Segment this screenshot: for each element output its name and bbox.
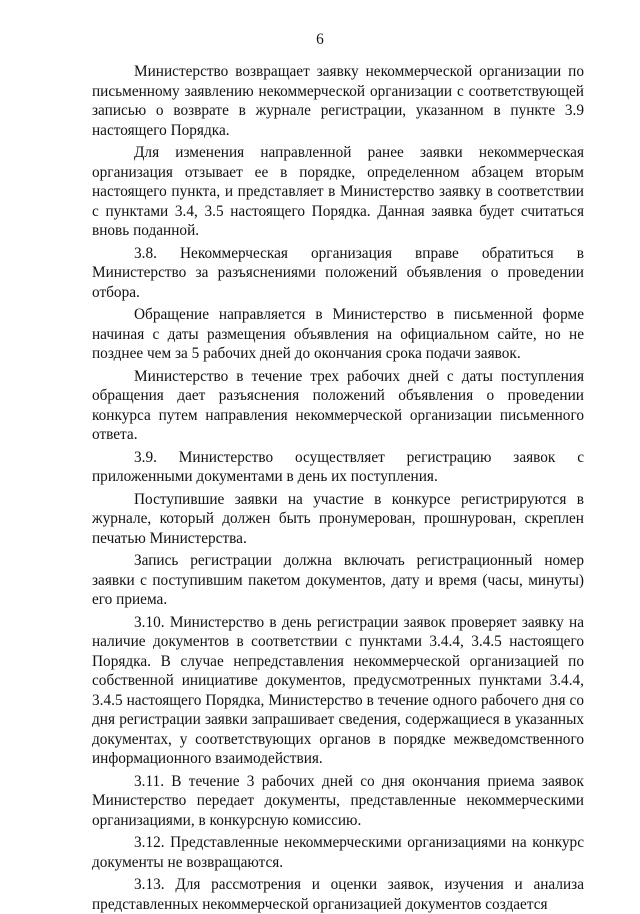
paragraph: Обращение направляется в Министерство в письменной форме начиная с даты размещения объявления на официальном сайте, но не позднее чем за 5 рабочих дней до окончания срока подачи заявок. xyxy=(92,306,584,362)
paragraph: 3.13. Для рассмотрения и оценки заявок, изучения и анализа представленных некоммерческой организацией документов создается xyxy=(92,876,584,913)
paragraph: 3.9. Министерство осуществляет регистрацию заявок с приложенными документами в день их поступления. xyxy=(92,448,584,485)
paragraph: 3.12. Представленные некоммерческими организациями на конкурс документы не возвращаются. xyxy=(92,834,584,871)
paragraph: Поступившие заявки на участие в конкурсе регистрируются в журнале, который должен быть пронумерован, прошнурован, скреплен печатью Министерства. xyxy=(92,490,584,547)
paragraph: Запись регистрации должна включать регистрационный номер заявки с поступившим пакетом документов, дату и время (часы, минуты) его приема. xyxy=(92,552,584,608)
paragraph: Министерство возвращает заявку некоммерческой организации по письменному заявлению некоммерческой организации с соответствующей записью о возврате в журнале регистрации, указанном в пункте 3.9 настоящего Порядка. xyxy=(92,63,584,139)
paragraph: Для изменения направленной ранее заявки некоммерческая организация отзывает ее в порядке, определенном абзацем вторым настоящего пункта, и представляет в Министерство заявку в соответствии с пунктами 3.4, 3.5 настоящего Порядка. Данная заявка будет считаться вновь поданной. xyxy=(92,144,584,239)
paragraph: 3.8. Некоммерческая организация вправе обратиться в Министерство за разъяснениями положений объявления о проведении отбора. xyxy=(92,244,584,301)
document-body xyxy=(92,62,584,914)
paragraph: Министерство в течение трех рабочих дней с даты поступления обращения дает разъяснения положений объявления о проведении конкурса путем направления некоммерческой организации письменного ответа. xyxy=(92,367,584,443)
paragraph: 3.11. В течение 3 рабочих дней со дня окончания приема заявок Министерство передает документы, представленные некоммерческими организациями, в конкурсную комиссию. xyxy=(92,772,584,829)
paragraph: 3.10. Министерство в день регистрации заявок проверяет заявку на наличие документов в соответствии с пунктами 3.4.4, 3.4.5 настоящего Порядка. В случае непредставления некоммерческой организацией по собственной инициативе документов, предусмотренных пунктами 3.4.4, 3.4.5 настоящего Порядка, Министерство в течение одного рабочего дня со дня регистрации заявки запрашивает сведения, содержащиеся в указанных документах, у соответствующих органов в порядке межведомственного информационного взаимодействия. xyxy=(92,613,584,767)
page-number: 6 xyxy=(316,31,324,48)
